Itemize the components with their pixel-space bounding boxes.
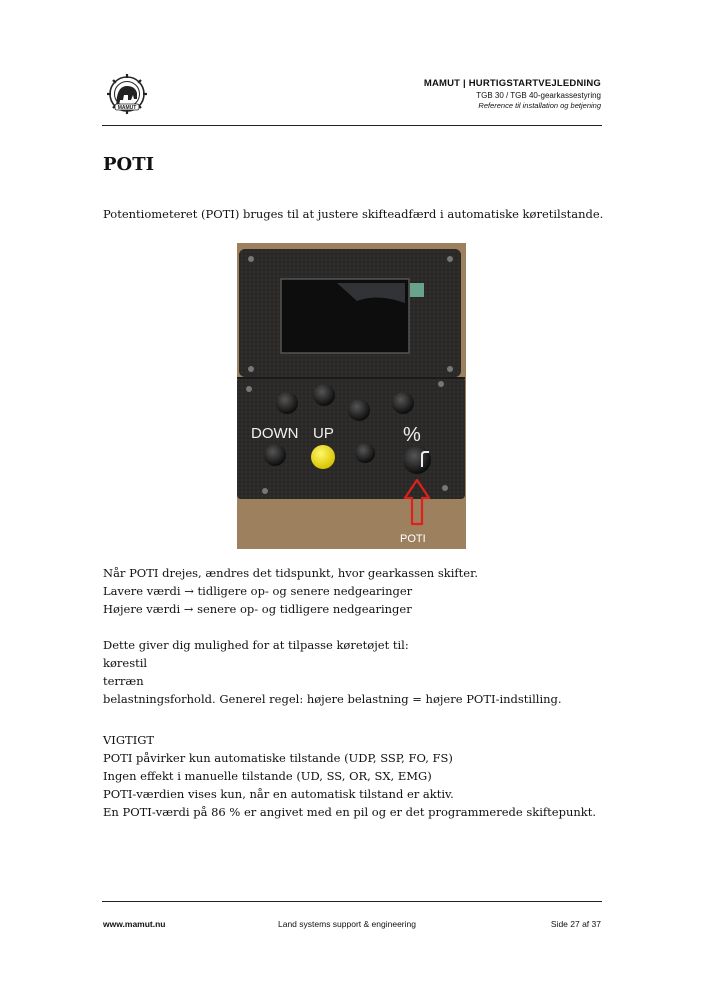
photo-label-up: UP: [313, 425, 334, 442]
footer-website: www.mamut.nu: [103, 919, 166, 929]
svg-text:MAMUT: MAMUT: [117, 105, 137, 111]
text-line: VIGTIGT: [103, 733, 155, 747]
footer-divider: [102, 901, 602, 902]
text-line: Lavere værdi → tidligere op- og senere nedgearinger: [103, 584, 413, 598]
footer-page-number: Side 27 af 37: [550, 919, 601, 929]
control-panel-photo: [237, 243, 466, 549]
text-line: kørestil: [103, 656, 148, 670]
intro-paragraph: Potentiometeret (POTI) bruges til at justere skifteadfærd i automatiske køretilstande.: [103, 207, 604, 221]
photo-label-poti: POTI: [400, 533, 426, 545]
header-brand: MAMUT | HURTIGSTARTVEJLEDNING: [423, 78, 601, 89]
text-line: Når POTI drejes, ændres det tidspunkt, hvor gearkassen skifter.: [103, 566, 478, 580]
text-line: POTI påvirker kun automatiske tilstande (UDP, SSP, FO, FS): [103, 751, 453, 765]
section-title: POTI: [103, 154, 155, 175]
mamut-logo: [102, 73, 152, 115]
text-line: Højere værdi → senere op- og tidligere nedgearinger: [103, 602, 412, 616]
paragraph-adjustment: [103, 636, 562, 708]
text-line: POTI-værdien vises kun, når en automatisk tilstand er aktiv.: [103, 787, 454, 801]
text-line: Dette giver dig mulighed for at tilpasse køretøjet til:: [103, 638, 409, 652]
photo-label-percent: %: [403, 424, 421, 446]
photo-label-down: DOWN: [251, 425, 299, 442]
paragraph-important: [103, 731, 596, 821]
header-subtitle: TGB 30 / TGB 40-gearkassestyring: [476, 91, 601, 100]
header-reference: Reference til installation og betjening: [478, 101, 601, 110]
paragraph-behavior: [103, 564, 478, 618]
document-header: [424, 78, 601, 110]
text-line: terræn: [103, 674, 144, 688]
text-line: En POTI-værdi på 86 % er angivet med en pil og er det programmerede skiftepunkt.: [103, 805, 597, 819]
text-line: belastningsforhold. Generel regel: højere belastning = højere POTI-indstilling.: [103, 692, 562, 706]
text-line: Ingen effekt i manuelle tilstande (UD, SS, OR, SX, EMG): [103, 769, 432, 783]
footer-tagline: Land systems support & engineering: [278, 919, 416, 929]
header-divider: [102, 125, 602, 126]
